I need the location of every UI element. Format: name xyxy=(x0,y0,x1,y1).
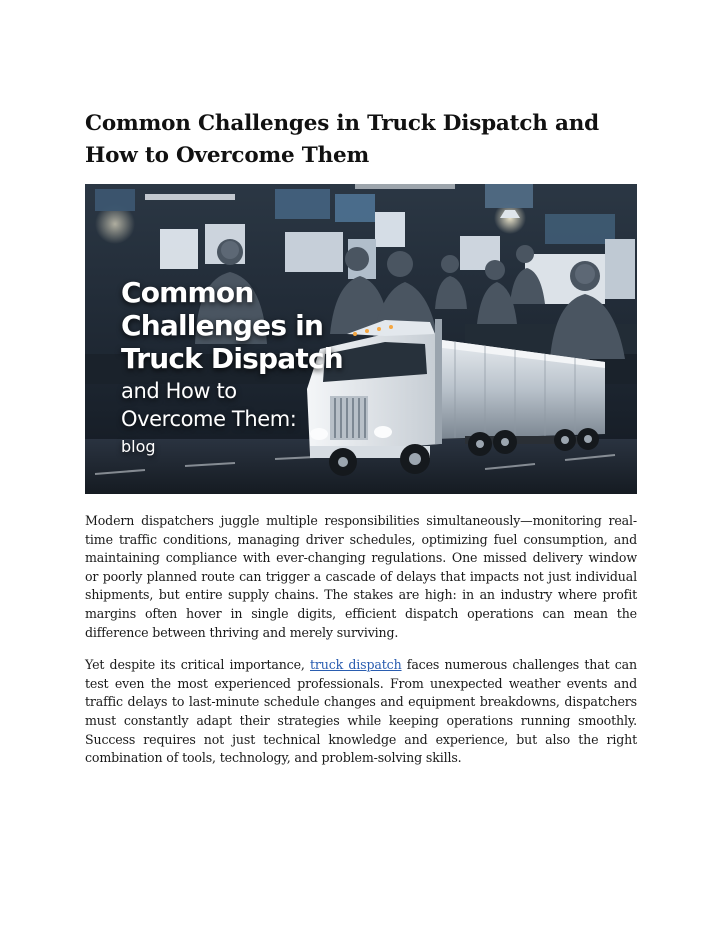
hero-overlay-text xyxy=(121,276,343,459)
paragraph-2 xyxy=(85,656,637,768)
hero-line-5: Overcome Them: xyxy=(121,407,297,431)
article-title: Common Challenges in Truck Dispatch and How to Overcome Them xyxy=(85,111,599,168)
hero-line-1: Common xyxy=(121,276,254,309)
hero-line-6: blog xyxy=(121,437,156,456)
hero-line-4: and How to xyxy=(121,379,237,403)
truck-dispatch-link[interactable]: truck dispatch xyxy=(310,657,402,673)
paragraph-1: Modern dispatchers juggle multiple responsibilities simultaneously—monitoring real-time traffic conditions, managing driver schedules, optimizing fuel consumption, and maintaining compliance with ever-changing regulations. One missed delivery window or poorly planned route can trigger a cascade of delays that impacts not just individual shipments, but entire supply chains. The stakes are high: in an industry where profit margins often hover in single digits, efficient dispatch operations can mean the difference between thriving and merely surviving. xyxy=(85,513,637,640)
hero-line-2: Challenges in xyxy=(121,309,324,342)
article-body xyxy=(85,512,637,768)
document-page xyxy=(85,108,637,782)
hero-line-3: Truck Dispatch xyxy=(121,342,343,375)
hero-image xyxy=(85,184,637,494)
paragraph-2-before: Yet despite its critical importance, xyxy=(85,657,310,673)
paragraph-2-after: faces numerous challenges that can test even the most experienced professionals. From unexpected weather events and traffic delays to last-minute schedule changes and equipment breakdowns, dispatchers must constantly adapt their strategies while keeping operations running smoothly. Success requires not just technical knowledge and experience, but also the right combination of tools, technology, and problem-solving skills. xyxy=(85,657,637,766)
